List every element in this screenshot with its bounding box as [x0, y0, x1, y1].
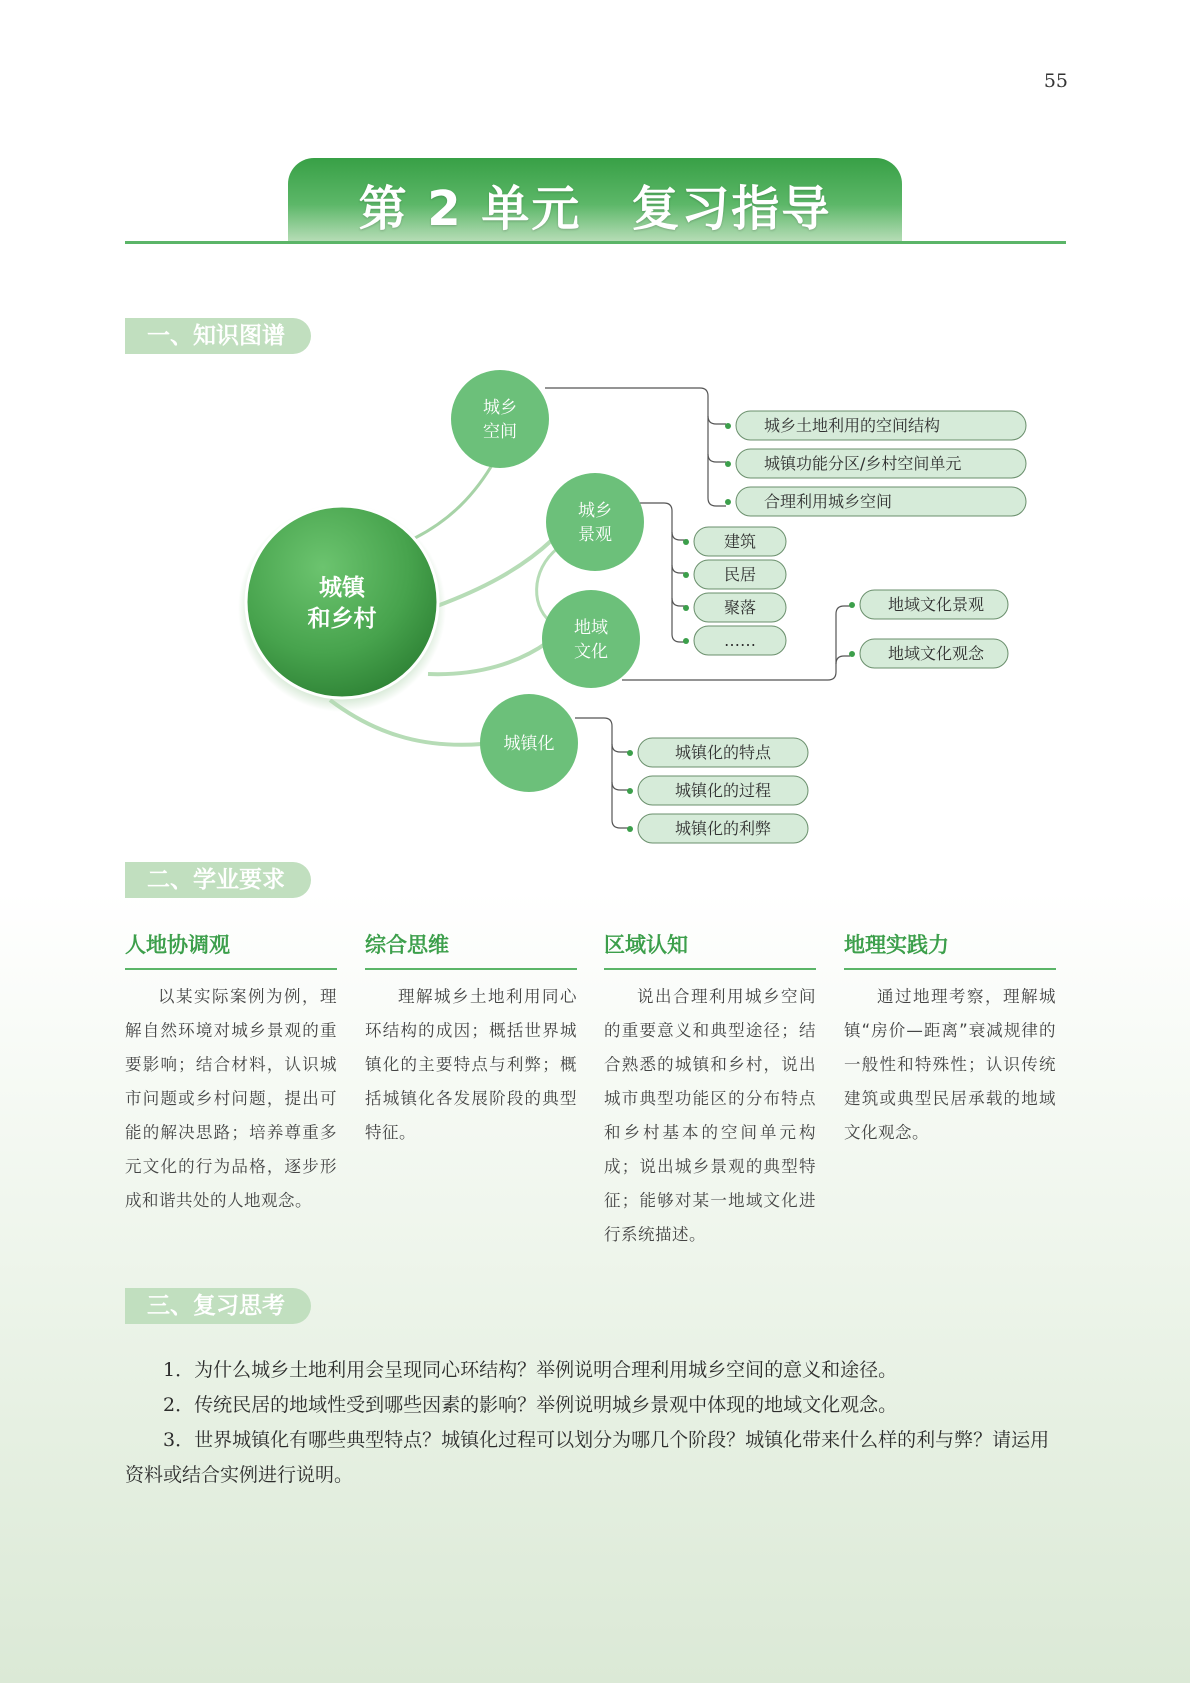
connector-center-to-space [415, 460, 495, 538]
leaf-bullet [627, 788, 633, 794]
leaf-node-label: 建筑 [723, 532, 757, 551]
center-node [246, 506, 438, 698]
page-title: 第 2 单元 复习指导 [358, 181, 832, 237]
section-heading-review: 三、复习思考 [125, 1288, 311, 1324]
review-question: 3．世界城镇化有哪些典型特点？城镇化过程可以划分为哪几个阶段？城镇化带来什么样的利与弊？请运用资料或结合实例进行说明。 [125, 1429, 1050, 1486]
requirement-text: 以某实际案例为例，理解自然环境对城乡景观的重要影响；结合材料，认识城市问题或乡村问题，提出可能的解决思路；培养尊重多元文化的行为品格，逐步形成和谐共处的人地观念。 [125, 987, 337, 1210]
section-heading-requirements: 二、学业要求 [125, 862, 311, 898]
leaf-node-label: …… [724, 631, 756, 650]
center-node-label-line1: 城镇 [319, 575, 365, 601]
branch-node-label: 地域 [574, 618, 608, 638]
branch-node-label: 城镇化 [503, 734, 555, 754]
requirement-title: 地理实践力 [844, 930, 1056, 970]
connector-center-to-landscape [437, 540, 552, 606]
leaf-bullet [683, 605, 689, 611]
leaf-bullet [683, 572, 689, 578]
leaf-bullet [725, 423, 731, 429]
leaf-node-label: 聚落 [723, 598, 757, 617]
branch-node-label: 城乡 [483, 398, 517, 418]
leaf-node-label: 地域文化观念 [888, 644, 985, 663]
review-question: 2．传统民居的地域性受到哪些因素的影响？举例说明城乡景观中体现的地域文化观念。 [163, 1394, 898, 1416]
center-node-label-line2: 和乡村 [307, 606, 377, 632]
branch-node-label: 景观 [578, 525, 612, 545]
requirement-title: 区域认知 [604, 930, 816, 970]
leaf-bullet [627, 826, 633, 832]
leaf-node-label: 合理利用城乡空间 [764, 492, 893, 511]
requirement-title: 人地协调观 [125, 930, 337, 970]
branch-node [542, 590, 640, 688]
requirement-text: 理解城乡土地利用同心环结构的成因；概括世界城镇化的主要特点与利弊；概括城镇化各发展阶段的典型特征。 [365, 987, 577, 1142]
leaf-bullet [849, 602, 855, 608]
branch-node [451, 370, 549, 468]
page-number: 55 [1043, 70, 1068, 92]
leaf-node-label: 城镇化的特点 [674, 743, 772, 762]
branch-node-label: 空间 [483, 422, 517, 442]
section-heading-knowledge-map: 一、知识图谱 [125, 318, 311, 354]
requirement-text: 通过地理考察，理解城镇“房价—距离”衰减规律的一般性和特殊性；认识传统建筑或典型民居承载的地域文化观念。 [844, 987, 1056, 1142]
leaf-bullet [683, 638, 689, 644]
leaf-bullet [683, 539, 689, 545]
leaf-node-label: 民居 [723, 565, 757, 584]
leaf-bullet [849, 651, 855, 657]
leaf-node-label: 城镇化的过程 [674, 781, 772, 800]
requirement-title: 综合思维 [365, 930, 577, 970]
requirement-column [604, 930, 816, 1252]
requirement-column [844, 930, 1056, 1150]
requirement-text: 说出合理利用城乡空间的重要意义和典型途径；结合熟悉的城镇和乡村，说出城市典型功能区的分布特点和乡村基本的空间单元构成；说出城乡景观的典型特征；能够对某一地域文化进行系统描述。 [604, 987, 816, 1244]
requirement-column [365, 930, 577, 1150]
requirement-column [125, 930, 337, 1218]
branch-node [546, 473, 644, 571]
branch-node-label: 文化 [574, 642, 608, 662]
leaf-bullet [627, 750, 633, 756]
leaf-node-label: 城镇化的利弊 [674, 819, 772, 838]
leaf-node-label: 地域文化景观 [888, 595, 985, 614]
leaf-node-label: 城镇功能分区/乡村空间单元 [764, 454, 962, 473]
review-question: 1．为什么城乡土地利用会呈现同心环结构？举例说明合理利用城乡空间的意义和途径。 [163, 1359, 898, 1381]
connector-center-to-culture [428, 642, 548, 674]
leaf-bullet [725, 499, 731, 505]
branch-node-label: 城乡 [578, 501, 612, 521]
leaf-node-label: 城乡土地利用的空间结构 [764, 416, 941, 435]
leaf-bullet [725, 461, 731, 467]
